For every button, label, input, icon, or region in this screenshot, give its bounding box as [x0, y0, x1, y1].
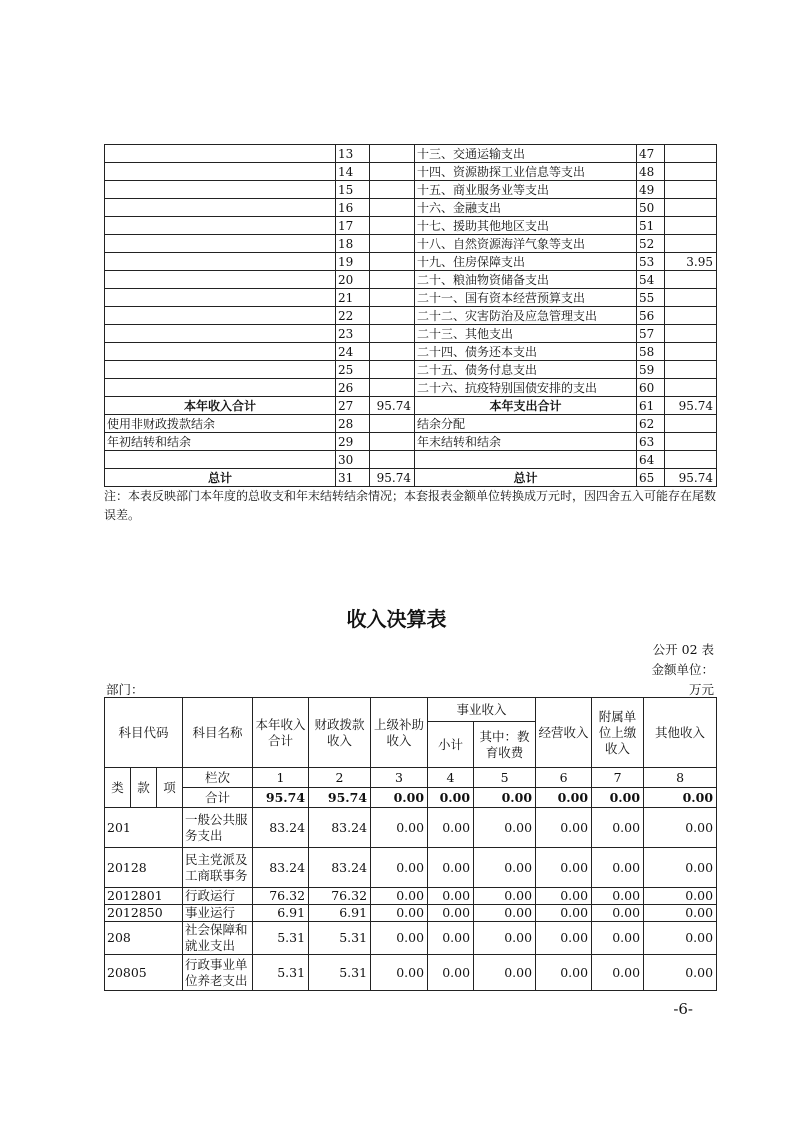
- table-cell: 本年收入合计: [105, 397, 336, 415]
- table-row: [105, 181, 717, 199]
- table-cell: 十三、交通运输支出: [415, 145, 637, 163]
- subject-code: 2012801: [105, 888, 183, 905]
- table-cell: 十八、自然资源海洋气象等支出: [415, 235, 637, 253]
- header-fiscal: 财政拨款收入: [309, 698, 371, 768]
- col-number: 7: [592, 768, 644, 788]
- amount-cell: 0.00: [474, 888, 536, 905]
- table-cell: [370, 451, 415, 469]
- table-cell: 二十五、债务付息支出: [415, 361, 637, 379]
- table-row: [105, 163, 717, 181]
- form-number: 公开 02 表: [652, 642, 714, 657]
- table-cell: [665, 181, 717, 199]
- table-cell: [105, 253, 336, 271]
- table-cell: [665, 163, 717, 181]
- table-cell: 使用非财政拨款结余: [105, 415, 336, 433]
- col-number: 3: [371, 768, 428, 788]
- table-cell: 十四、资源勘探工业信息等支出: [415, 163, 637, 181]
- table-cell: 年末结转和结余: [415, 433, 637, 451]
- amount-cell: 83.24: [253, 848, 309, 888]
- table-cell: [105, 181, 336, 199]
- amount-cell: 0.00: [592, 848, 644, 888]
- page-number: -6-: [673, 1000, 693, 1018]
- header-operating: 经营收入: [536, 698, 592, 768]
- table-row: [105, 289, 717, 307]
- table-cell: [370, 235, 415, 253]
- table-cell: [665, 361, 717, 379]
- table-cell: [105, 289, 336, 307]
- table-cell: 十九、住房保障支出: [415, 253, 637, 271]
- table-cell: 55: [637, 289, 665, 307]
- table-cell: 64: [637, 451, 665, 469]
- amount-cell: 6.91: [253, 905, 309, 922]
- amount-cell: 0.00: [644, 808, 717, 848]
- table-cell: [665, 433, 717, 451]
- table-cell: 95.74: [370, 397, 415, 415]
- amount-cell: 0.00: [371, 848, 428, 888]
- table-cell: 二十三、其他支出: [415, 325, 637, 343]
- total-label: 合计: [183, 788, 253, 808]
- table-cell: 23: [336, 325, 370, 343]
- table-cell: [370, 181, 415, 199]
- table-row: [105, 397, 717, 415]
- table-cell: 二十二、灾害防治及应急管理支出: [415, 307, 637, 325]
- table-row: [105, 199, 717, 217]
- amount-cell: 5.31: [253, 922, 309, 955]
- table-cell: 十五、商业服务业等支出: [415, 181, 637, 199]
- total-cell: 0.00: [592, 788, 644, 808]
- table-cell: 53: [637, 253, 665, 271]
- amount-cell: 0.00: [592, 955, 644, 991]
- amount-cell: 0.00: [428, 905, 474, 922]
- table-cell: [370, 361, 415, 379]
- table-row: [105, 307, 717, 325]
- table-cell: [370, 271, 415, 289]
- table-row: [105, 415, 717, 433]
- table-cell: 24: [336, 343, 370, 361]
- department-label: 部门：: [106, 682, 144, 697]
- table-cell: [370, 307, 415, 325]
- total-cell: 95.74: [253, 788, 309, 808]
- table-cell: 22: [336, 307, 370, 325]
- amount-cell: 0.00: [644, 848, 717, 888]
- table-cell: 61: [637, 397, 665, 415]
- amount-cell: 83.24: [253, 808, 309, 848]
- table-cell: [105, 325, 336, 343]
- subject-code: 208: [105, 922, 183, 955]
- amount-cell: 0.00: [371, 808, 428, 848]
- amount-cell: 76.32: [253, 888, 309, 905]
- table-row: [105, 451, 717, 469]
- table-cell: [370, 325, 415, 343]
- amount-cell: 6.91: [309, 905, 371, 922]
- table-cell: 14: [336, 163, 370, 181]
- table-cell: 62: [637, 415, 665, 433]
- table-cell: 54: [637, 271, 665, 289]
- table-cell: [105, 235, 336, 253]
- table-cell: [105, 145, 336, 163]
- table-row: [105, 271, 717, 289]
- table-cell: 56: [637, 307, 665, 325]
- table-cell: [370, 217, 415, 235]
- table-cell: 29: [336, 433, 370, 451]
- table-cell: [665, 289, 717, 307]
- table-cell: 3.95: [665, 253, 717, 271]
- table-cell: [665, 199, 717, 217]
- subject-name: 行政事业单位养老支出: [183, 955, 253, 991]
- table-cell: 25: [336, 361, 370, 379]
- subject-code: 20805: [105, 955, 183, 991]
- amount-cell: 0.00: [592, 905, 644, 922]
- amount-cell: 83.24: [309, 848, 371, 888]
- amount-cell: 0.00: [536, 808, 592, 848]
- lanci-label: 栏次: [183, 768, 253, 788]
- table-row: [105, 343, 717, 361]
- table-cell: 51: [637, 217, 665, 235]
- table-row: [105, 955, 717, 991]
- table-cell: [105, 361, 336, 379]
- table-cell: [370, 145, 415, 163]
- amount-cell: 5.31: [309, 955, 371, 991]
- subject-name: 事业运行: [183, 905, 253, 922]
- table-cell: 20: [336, 271, 370, 289]
- table-row: [105, 848, 717, 888]
- table-cell: 二十、粮油物资储备支出: [415, 271, 637, 289]
- table-cell: [370, 433, 415, 451]
- table-cell: 结余分配: [415, 415, 637, 433]
- table-cell: 58: [637, 343, 665, 361]
- amount-cell: 0.00: [371, 888, 428, 905]
- table-row: [105, 808, 717, 848]
- header-education-fee: 其中：教育收费: [474, 722, 536, 768]
- table-cell: 95.74: [370, 469, 415, 487]
- table-cell: 49: [637, 181, 665, 199]
- col-number: 5: [474, 768, 536, 788]
- amount-cell: 0.00: [428, 888, 474, 905]
- table-cell: 15: [336, 181, 370, 199]
- amount-cell: 0.00: [536, 905, 592, 922]
- table-cell: 13: [336, 145, 370, 163]
- col-number: 8: [644, 768, 717, 788]
- amount-cell: 0.00: [536, 922, 592, 955]
- header-code: 科目代码: [105, 698, 183, 768]
- table-cell: 21: [336, 289, 370, 307]
- table-cell: 十七、援助其他地区支出: [415, 217, 637, 235]
- table-row: [105, 145, 717, 163]
- amount-cell: 0.00: [474, 955, 536, 991]
- header-subtotal: 小计: [428, 722, 474, 768]
- amount-cell: 5.31: [253, 955, 309, 991]
- table-cell: [105, 163, 336, 181]
- table-cell: 60: [637, 379, 665, 397]
- table-row: [105, 361, 717, 379]
- table-cell: 65: [637, 469, 665, 487]
- amount-cell: 0.00: [371, 905, 428, 922]
- amount-cell: 0.00: [536, 888, 592, 905]
- table-cell: 95.74: [665, 397, 717, 415]
- subject-code: 2012850: [105, 905, 183, 922]
- amount-cell: 0.00: [536, 848, 592, 888]
- header-kuan: 款: [131, 768, 157, 808]
- amount-cell: 0.00: [592, 922, 644, 955]
- table-cell: 总计: [105, 469, 336, 487]
- subject-code: 20128: [105, 848, 183, 888]
- total-cell: 0.00: [428, 788, 474, 808]
- header-name: 科目名称: [183, 698, 253, 768]
- table-cell: 48: [637, 163, 665, 181]
- subject-name: 一般公共服务支出: [183, 808, 253, 848]
- total-cell: 0.00: [536, 788, 592, 808]
- subject-code: 201: [105, 808, 183, 848]
- table-cell: [370, 289, 415, 307]
- table-cell: [370, 253, 415, 271]
- amount-cell: 0.00: [536, 955, 592, 991]
- header-lei: 类: [105, 768, 131, 808]
- table-row: [105, 922, 717, 955]
- col-number: 1: [253, 768, 309, 788]
- table-row: [105, 217, 717, 235]
- table-cell: 52: [637, 235, 665, 253]
- table-row: [105, 433, 717, 451]
- header-other: 其他收入: [644, 698, 717, 768]
- table-cell: 二十一、国有资本经营预算支出: [415, 289, 637, 307]
- table-cell: [665, 217, 717, 235]
- amount-cell: 76.32: [309, 888, 371, 905]
- col-number: 2: [309, 768, 371, 788]
- col-number: 6: [536, 768, 592, 788]
- table-cell: [105, 217, 336, 235]
- income-table: [104, 697, 717, 991]
- subject-name: 民主党派及工商联事务: [183, 848, 253, 888]
- amount-cell: 0.00: [474, 905, 536, 922]
- header-xiang: 项: [157, 768, 183, 808]
- total-cell: 0.00: [371, 788, 428, 808]
- table-cell: 95.74: [665, 469, 717, 487]
- table-cell: 19: [336, 253, 370, 271]
- table-cell: [105, 307, 336, 325]
- amount-cell: 0.00: [592, 888, 644, 905]
- table-cell: [370, 343, 415, 361]
- table-row: [105, 905, 717, 922]
- summary-table: [104, 144, 717, 487]
- table-cell: [105, 343, 336, 361]
- table-row: [105, 253, 717, 271]
- table-cell: [665, 415, 717, 433]
- table-cell: [665, 343, 717, 361]
- unit-label: 金额单位：: [651, 662, 714, 677]
- amount-cell: 0.00: [428, 808, 474, 848]
- table-row: [105, 379, 717, 397]
- table-cell: [665, 235, 717, 253]
- table-cell: [370, 199, 415, 217]
- table-row: [105, 325, 717, 343]
- amount-cell: 0.00: [474, 808, 536, 848]
- table-cell: [665, 325, 717, 343]
- table-cell: [105, 379, 336, 397]
- table-cell: 28: [336, 415, 370, 433]
- table-cell: [415, 451, 637, 469]
- amount-cell: 0.00: [644, 922, 717, 955]
- table-cell: 27: [336, 397, 370, 415]
- table-cell: [665, 271, 717, 289]
- amount-cell: 0.00: [428, 848, 474, 888]
- table-cell: 16: [336, 199, 370, 217]
- table-cell: [105, 271, 336, 289]
- table-cell: 总计: [415, 469, 637, 487]
- table-row: [105, 888, 717, 905]
- table-cell: 18: [336, 235, 370, 253]
- table-cell: 31: [336, 469, 370, 487]
- subject-name: 行政运行: [183, 888, 253, 905]
- table-cell: [665, 379, 717, 397]
- amount-cell: 0.00: [474, 922, 536, 955]
- amount-cell: 0.00: [644, 905, 717, 922]
- table-cell: [370, 379, 415, 397]
- table-row: [105, 469, 717, 487]
- total-cell: 95.74: [309, 788, 371, 808]
- table-cell: 63: [637, 433, 665, 451]
- table-cell: [665, 451, 717, 469]
- table-cell: [105, 451, 336, 469]
- table-note: 注：本表反映部门本年度的总收支和年末结转结余情况；本套报表金额单位转换成万元时，因四舍五入可能存在尾数误差。: [104, 489, 717, 522]
- table-cell: 17: [336, 217, 370, 235]
- page-title: 收入决算表: [346, 607, 447, 631]
- amount-cell: 0.00: [644, 888, 717, 905]
- header-business-income: 事业收入: [428, 698, 536, 722]
- table-cell: 十六、金融支出: [415, 199, 637, 217]
- amount-cell: 0.00: [592, 808, 644, 848]
- table-cell: [105, 199, 336, 217]
- table-cell: 59: [637, 361, 665, 379]
- total-cell: 0.00: [644, 788, 717, 808]
- table-cell: 二十四、债务还本支出: [415, 343, 637, 361]
- unit-value: 万元: [688, 682, 714, 697]
- table-cell: 本年支出合计: [415, 397, 637, 415]
- table-row: [105, 235, 717, 253]
- table-cell: 47: [637, 145, 665, 163]
- table-cell: 30: [336, 451, 370, 469]
- header-total-income: 本年收入合计: [253, 698, 309, 768]
- amount-cell: 0.00: [474, 848, 536, 888]
- subject-name: 社会保障和就业支出: [183, 922, 253, 955]
- header-affiliate: 附属单位上缴收入: [592, 698, 644, 768]
- amount-cell: 0.00: [644, 955, 717, 991]
- table-cell: [665, 145, 717, 163]
- table-cell: 50: [637, 199, 665, 217]
- total-cell: 0.00: [474, 788, 536, 808]
- table-cell: 26: [336, 379, 370, 397]
- table-cell: [370, 415, 415, 433]
- header-superior-subsidy: 上级补助收入: [371, 698, 428, 768]
- amount-cell: 0.00: [428, 922, 474, 955]
- amount-cell: 5.31: [309, 922, 371, 955]
- table-cell: [665, 307, 717, 325]
- table-cell: 年初结转和结余: [105, 433, 336, 451]
- amount-cell: 83.24: [309, 808, 371, 848]
- amount-cell: 0.00: [371, 922, 428, 955]
- table-cell: 57: [637, 325, 665, 343]
- amount-cell: 0.00: [371, 955, 428, 991]
- table-cell: 二十六、抗疫特别国债安排的支出: [415, 379, 637, 397]
- amount-cell: 0.00: [428, 955, 474, 991]
- col-number: 4: [428, 768, 474, 788]
- table-cell: [370, 163, 415, 181]
